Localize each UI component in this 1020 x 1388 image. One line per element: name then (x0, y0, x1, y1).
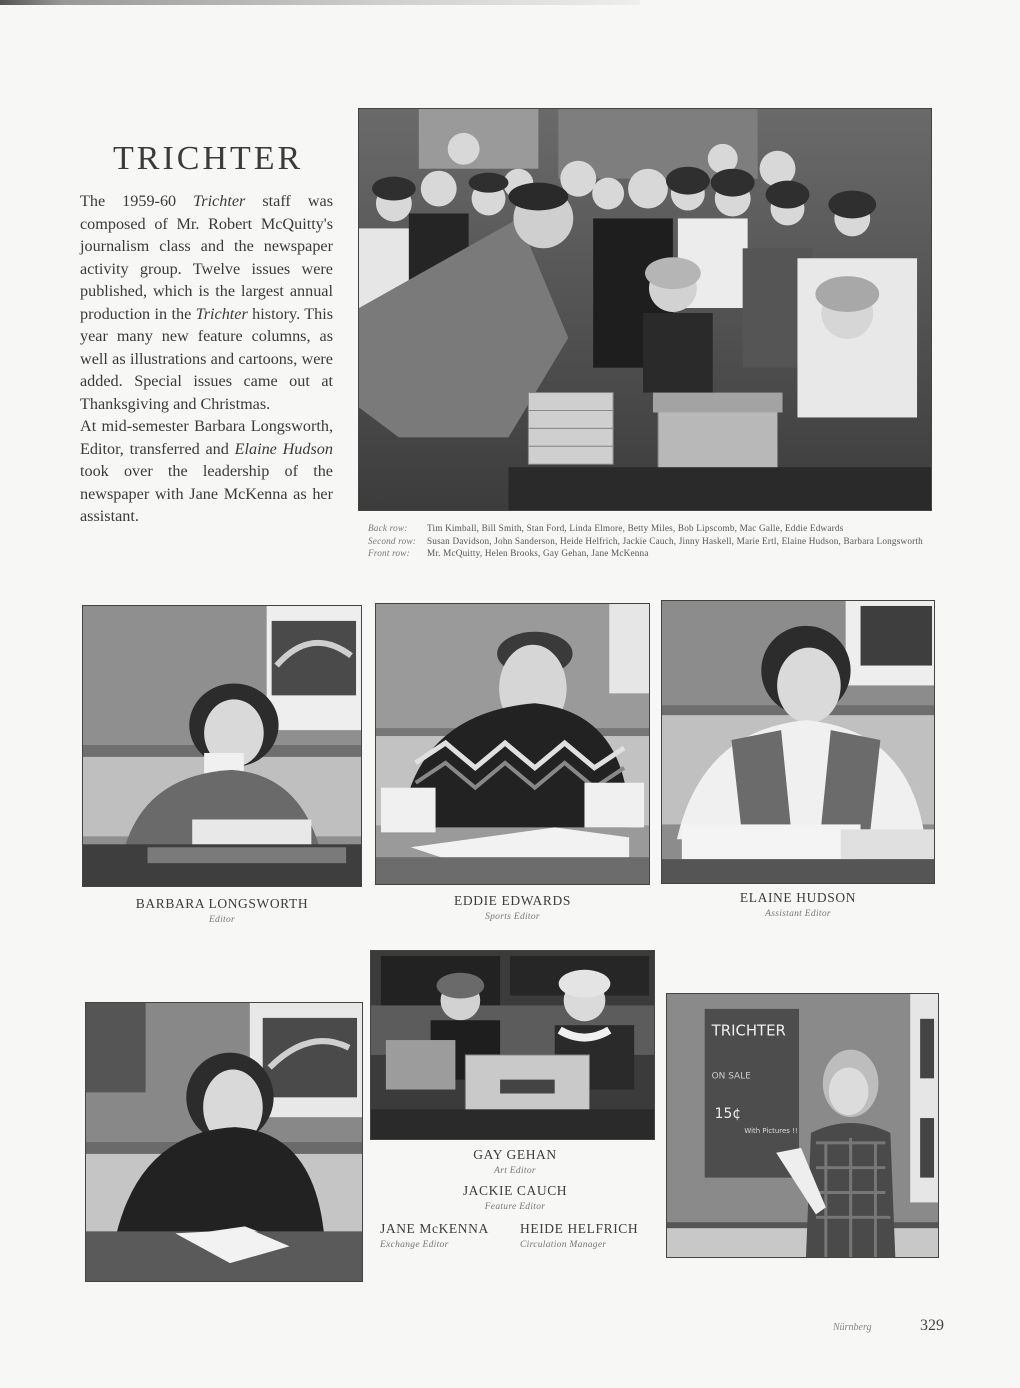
paragraph-1-seg-2: staff was composed of Mr. Robert McQuitty's journalism class and the newspaper activity group. Twelve issues were published, which is the largest annual production in the (80, 192, 333, 323)
person-name: BARBARA LONGSWORTH (135, 896, 309, 911)
caption-heide-helfrich (520, 1221, 660, 1250)
staff-group-photo-image (359, 109, 931, 510)
person-name: JANE McKENNA (380, 1221, 489, 1236)
caption-jackie-cauch (430, 1183, 600, 1212)
portrait-elaine-hudson (661, 600, 935, 884)
portrait-image (662, 601, 934, 883)
person-role: Circulation Manager (520, 1240, 607, 1250)
portrait-eddie-edwards (375, 603, 650, 885)
portrait-caption (375, 893, 650, 922)
page-top-edge-shadow (0, 0, 640, 5)
paragraph-1-seg-0: The 1959-60 (80, 192, 194, 210)
paragraph-1-seg-1: Trichter (193, 192, 246, 210)
caption-row-label: Back row: (368, 523, 408, 533)
staff-group-photo (358, 108, 932, 511)
caption-row-names: Tim Kimball, Bill Smith, Stan Ford, Linda Elmore, Betty Miles, Bob Lipscomb, Mac Galle, Eddie Edwards (427, 523, 844, 533)
section-title: TRICHTER (113, 140, 304, 177)
caption-row-names: Mr. McQuitty, Helen Brooks, Gay Gehan, Jane McKenna (427, 548, 649, 558)
portrait-image (86, 1003, 362, 1281)
person-name: JACKIE CAUCH (462, 1183, 568, 1198)
portrait-heide-helfrich (666, 993, 939, 1258)
caption-gay-gehan (440, 1147, 590, 1176)
portrait-barbara-longsworth (82, 605, 362, 887)
person-name: EDDIE EDWARDS (454, 893, 571, 908)
caption-row-back (368, 523, 938, 535)
caption-row-names: Susan Davidson, John Sanderson, Heide Helfrich, Jackie Cauch, Jinny Haskell, Marie Ertl, Elaine Hudson, Barbara Longsworth (427, 535, 923, 546)
person-name: HEIDE HELFRICH (520, 1221, 639, 1236)
portrait-caption (661, 890, 935, 919)
pair-photo-image (371, 951, 654, 1139)
caption-row-second (368, 536, 938, 548)
paragraph-2-seg-1: Elaine Hudson (234, 439, 333, 458)
footer-place: Nürnberg (833, 1322, 872, 1333)
person-role: Editor (208, 915, 236, 925)
paragraph-1-seg-4: history. This year many new feature columns, as well as illustrations and cartoons, were added. Special issues came out at Thanksgiving and Christmas. (80, 304, 333, 413)
portrait-caption (82, 896, 362, 925)
poster-line-text: With Pictures !! (744, 1126, 798, 1135)
person-role: Exchange Editor (380, 1240, 449, 1250)
caption-jane-mckenna (380, 1221, 505, 1250)
poster-price-text: 15¢ (714, 1106, 742, 1123)
paragraph-2-seg-0: At mid-semester Barbara Longsworth, Editor, transferred and (80, 417, 333, 458)
caption-row-front (368, 548, 938, 560)
paragraph-2-seg-2: took over the leadership of the newspaper with Jane McKenna as her assistant. (80, 462, 333, 525)
portrait-jane-mckenna (85, 1002, 363, 1282)
portrait-image (83, 606, 361, 886)
poster-title-text: TRICHTER (711, 1021, 786, 1040)
caption-row-label: Second row: (368, 535, 417, 546)
caption-row-label: Front row: (368, 548, 410, 558)
person-role: Feature Editor (484, 1202, 546, 1212)
photo-gay-gehan-jackie-cauch (370, 950, 655, 1140)
person-name: GAY GEHAN (473, 1147, 557, 1162)
portrait-image (376, 604, 649, 884)
paragraph-1-seg-3: Trichter (195, 304, 248, 323)
person-role: Art Editor (494, 1166, 536, 1176)
person-role: Sports Editor (485, 912, 540, 922)
paragraph-2 (80, 415, 333, 528)
paragraph-1 (80, 190, 333, 415)
section-body-text (80, 190, 333, 528)
page-number: 329 (920, 1317, 944, 1334)
poster-line-text: ON SALE (711, 1071, 751, 1082)
person-name: ELAINE HUDSON (739, 890, 857, 905)
group-photo-caption (368, 523, 938, 561)
portrait-image (667, 994, 938, 1257)
person-role: Assistant Editor (765, 909, 831, 919)
